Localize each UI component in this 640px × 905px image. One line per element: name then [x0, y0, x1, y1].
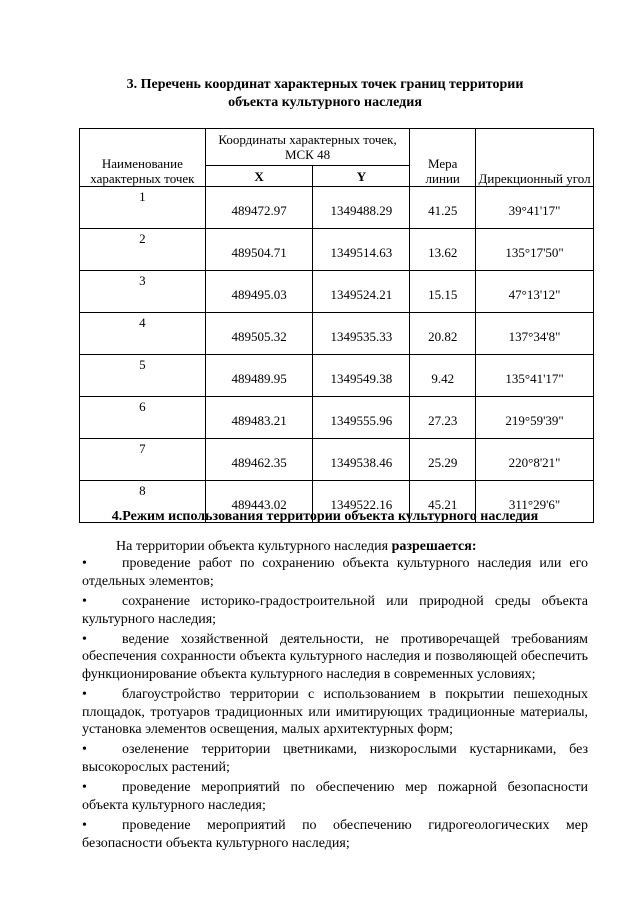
cell-length: 15.15: [410, 271, 476, 313]
header-line-length: Мера линии: [410, 129, 476, 187]
cell-length: 13.62: [410, 229, 476, 271]
cell-point: 1: [80, 187, 206, 229]
cell-x: 489462.35: [205, 439, 313, 481]
cell-y: 1349549.38: [313, 355, 410, 397]
section-3-title-line1: 3. Перечень координат характерных точек границ территории: [126, 77, 524, 92]
coordinates-table: [79, 128, 594, 523]
table-row: [80, 313, 594, 355]
cell-x: 489489.95: [205, 355, 313, 397]
section-4-heading: 4.Режим использования территории объекта культурного наследия: [111, 509, 539, 524]
cell-direction: 219°59'39": [476, 397, 594, 439]
intro-text: На территории объекта культурного наследия: [116, 539, 392, 554]
cell-y: 1349555.96: [313, 397, 410, 439]
cell-length: 25.29: [410, 439, 476, 481]
bullet-icon: •: [82, 742, 87, 758]
bullet-icon: •: [82, 632, 87, 648]
cell-y: 1349488.29: [313, 187, 410, 229]
section-3-title-line2: объекта культурного наследия: [228, 95, 422, 110]
cell-direction: 39°41'17": [476, 187, 594, 229]
cell-point: 3: [80, 271, 206, 313]
table-row: [80, 271, 594, 313]
cell-point: 8: [80, 481, 206, 523]
table-row: [80, 355, 594, 397]
cell-y: 1349522.16: [313, 481, 410, 523]
list-item-text: проведение мероприятий по обеспечению мер пожарной безопасности объекта культурного наследия;: [82, 780, 588, 813]
bullet-icon: •: [82, 818, 87, 834]
cell-length: 20.82: [410, 313, 476, 355]
cell-x: 489505.32: [205, 313, 313, 355]
list-item-text: ведение хозяйственной деятельности, не противоречащей требованиям обеспечения сохранности объекта культурного наследия и позволяющей обеспечить функционирование объекта культурного наследия в современных условиях;: [82, 632, 588, 682]
cell-x: 489472.97: [205, 187, 313, 229]
cell-length: 27.23: [410, 397, 476, 439]
section-3-heading: [60, 76, 590, 112]
bullet-icon: •: [82, 780, 87, 796]
cell-point: 5: [80, 355, 206, 397]
cell-direction: 135°41'17": [476, 355, 594, 397]
list-item-text: озеленение территории цветниками, низкорослыми кустарниками, без высокорослых растений;: [82, 742, 588, 775]
cell-x: 489443.02: [205, 481, 313, 523]
header-direction-angle: Дирекционный угол: [476, 129, 594, 187]
cell-direction: 311°29'6": [476, 481, 594, 523]
cell-direction: 135°17'50": [476, 229, 594, 271]
table-row: [80, 229, 594, 271]
cell-length: 9.42: [410, 355, 476, 397]
list-item-text: благоустройство территории с использованием в покрытии пешеходных площадок, тротуаров традиционных или имитирующих традиционные материалы, установка элементов освещения, малых архитектурных форм;: [82, 687, 588, 738]
header-coordinates: Координаты характерных точек, МСК 48: [205, 129, 410, 166]
list-item: [82, 817, 588, 852]
cell-x: 489483.21: [205, 397, 313, 439]
cell-direction: 137°34'8": [476, 313, 594, 355]
cell-point: 6: [80, 397, 206, 439]
list-item-text: проведение мероприятий по обеспечению гидрогеологических мер безопасности объекта культурного наследия;: [82, 818, 588, 851]
list-item: [82, 631, 588, 683]
table-row: [80, 397, 594, 439]
cell-point: 7: [80, 439, 206, 481]
cell-x: 489504.71: [205, 229, 313, 271]
list-item-text: проведение работ по сохранению объекта культурного наследия или его отдельных элементов;: [82, 556, 588, 589]
cell-y: 1349524.21: [313, 271, 410, 313]
table-row: [80, 439, 594, 481]
cell-y: 1349538.46: [313, 439, 410, 481]
intro-bold-text: разрешается:: [391, 539, 477, 554]
bullet-icon: •: [82, 556, 87, 572]
table-row: [80, 187, 594, 229]
cell-y: 1349514.63: [313, 229, 410, 271]
cell-y: 1349535.33: [313, 313, 410, 355]
cell-point: 2: [80, 229, 206, 271]
bullet-icon: •: [82, 594, 87, 610]
list-item: [82, 686, 588, 738]
cell-point: 4: [80, 313, 206, 355]
section-4-body: [82, 538, 588, 852]
intro-paragraph: [82, 538, 588, 555]
list-item: [82, 779, 588, 814]
list-item: [82, 555, 588, 590]
cell-length: 41.25: [410, 187, 476, 229]
cell-direction: 220°8'21": [476, 439, 594, 481]
list-item: [82, 593, 588, 628]
header-point-name: Наименование характерных точек: [80, 129, 206, 187]
cell-x: 489495.03: [205, 271, 313, 313]
header-x: X: [205, 166, 313, 187]
header-y: Y: [313, 166, 410, 187]
bullet-icon: •: [82, 687, 87, 703]
list-item: [82, 741, 588, 776]
cell-direction: 47°13'12": [476, 271, 594, 313]
list-item-text: сохранение историко-градостроительной или природной среды объекта культурного наследия;: [82, 594, 588, 627]
cell-length: 45.21: [410, 481, 476, 523]
